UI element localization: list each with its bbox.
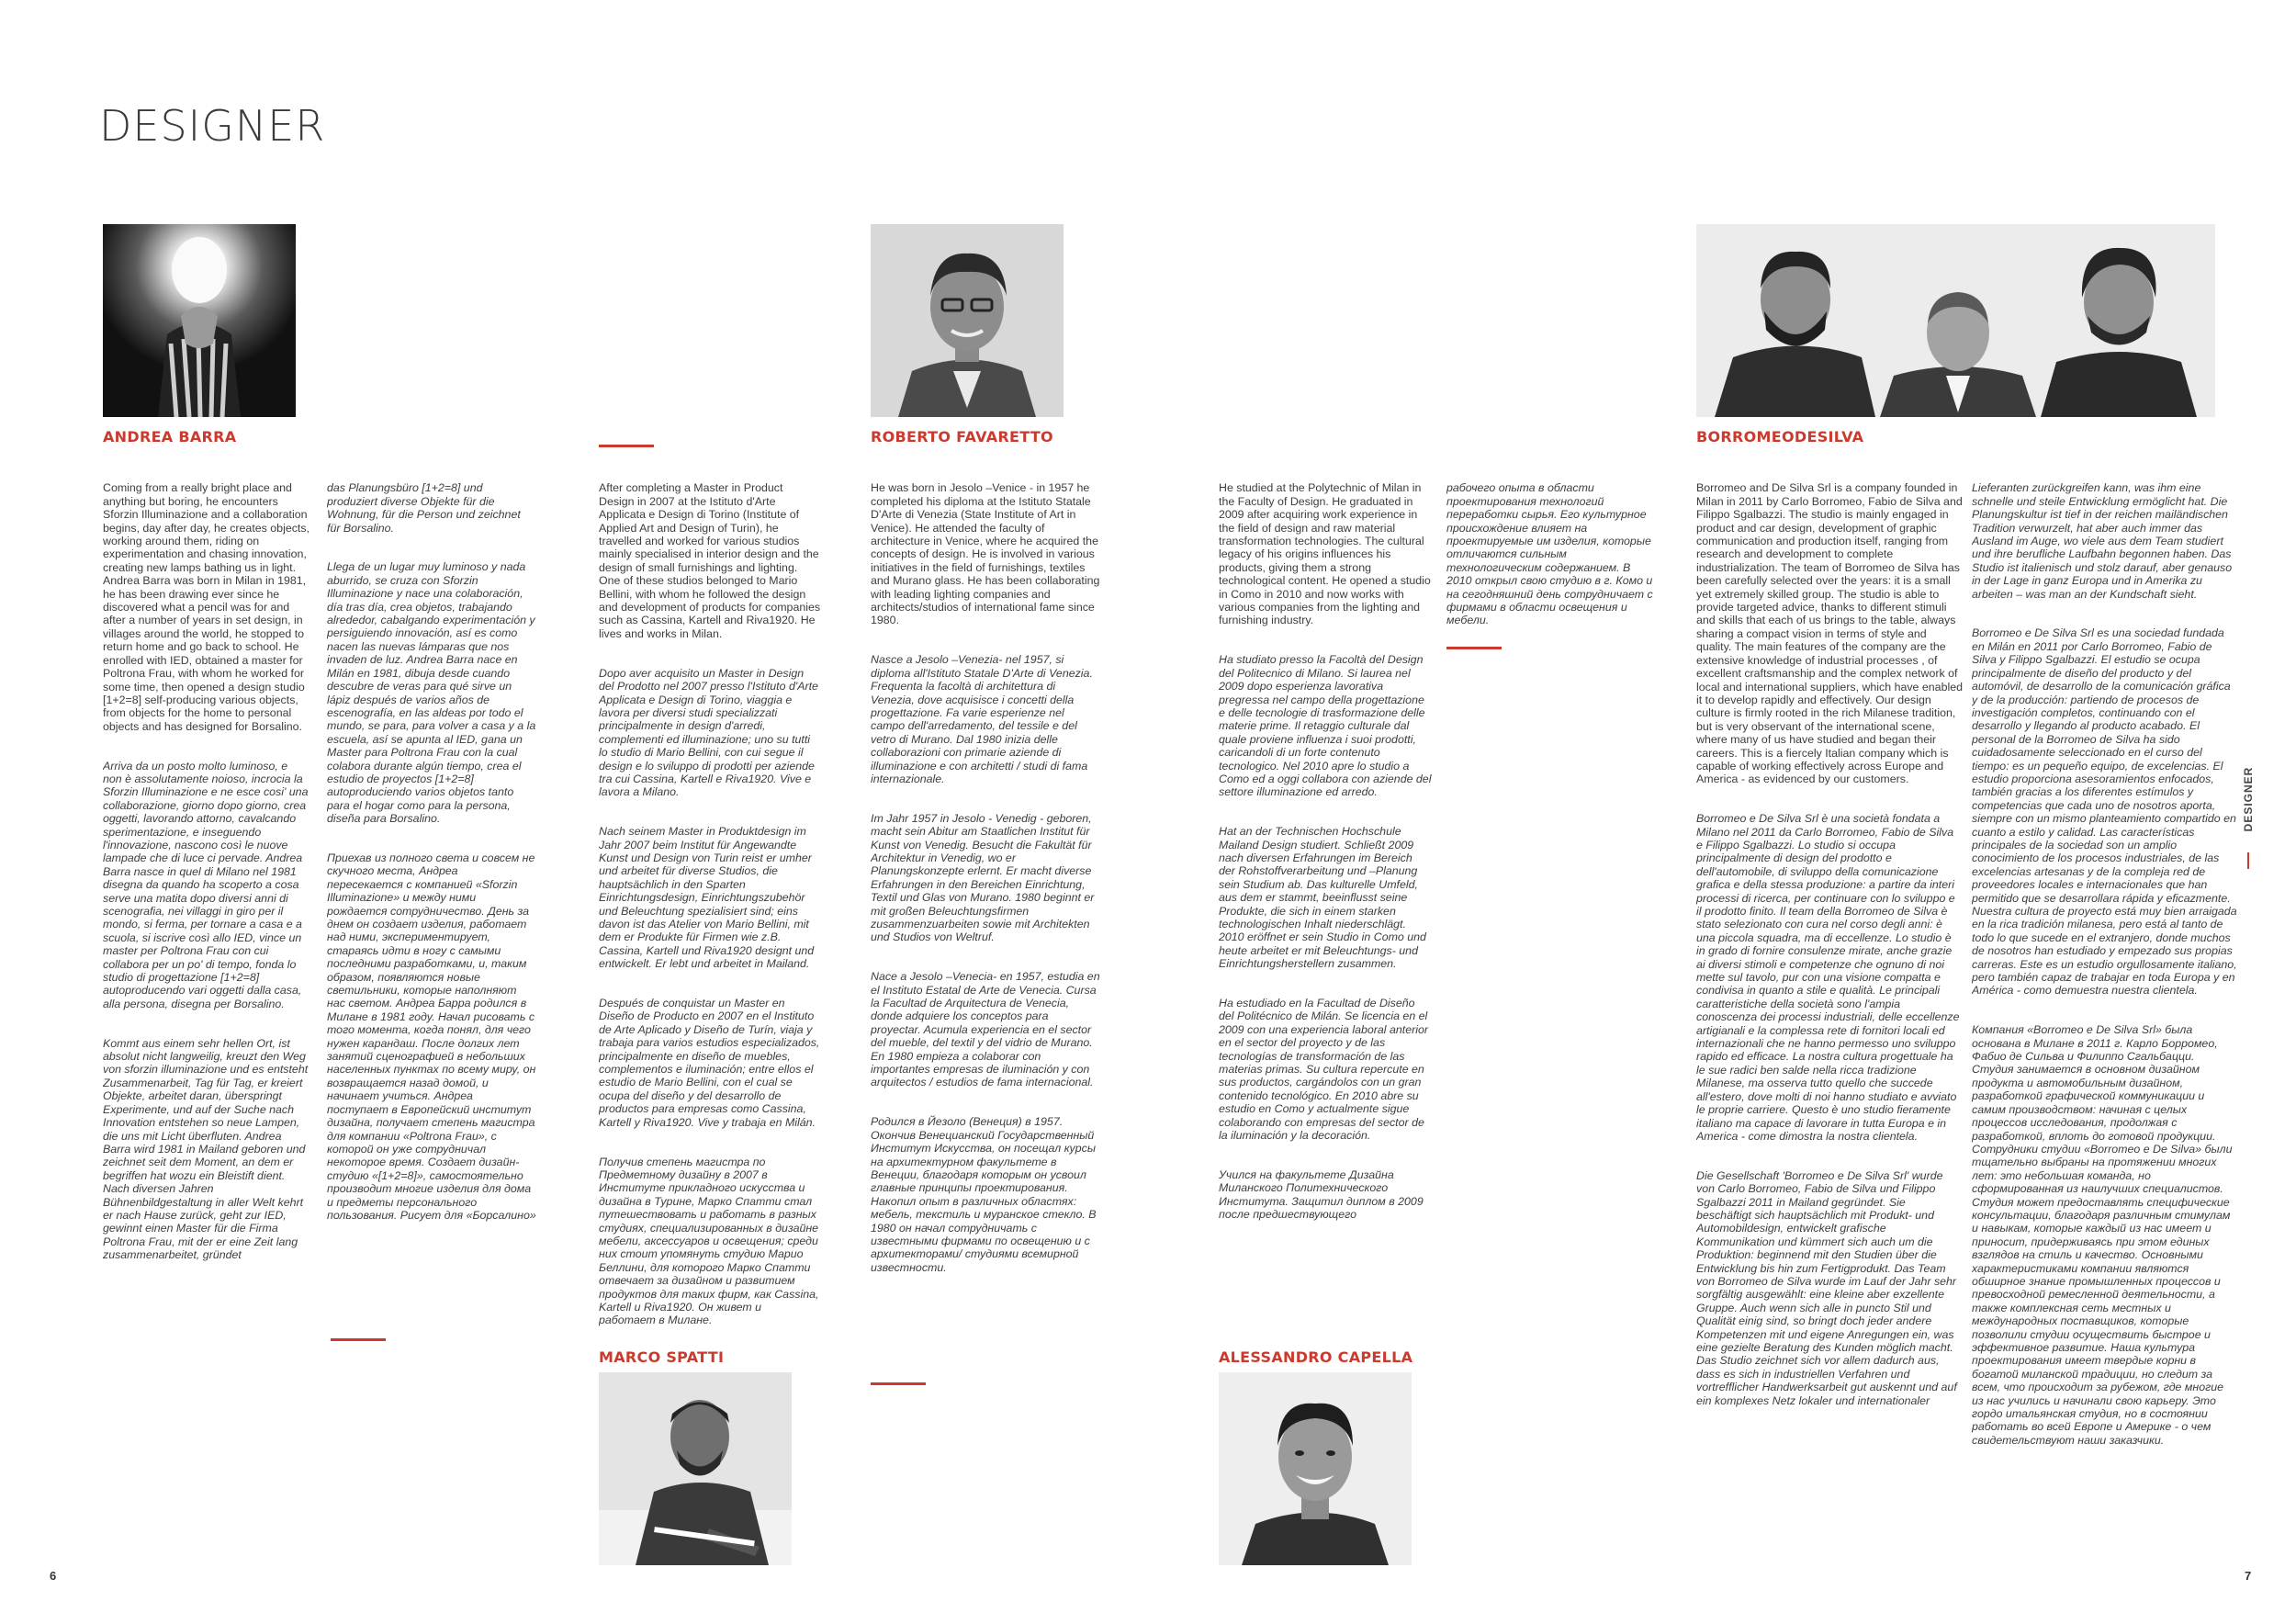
andrea-barra-col-2: [327, 468, 536, 1341]
page-number-left: 6: [50, 1569, 57, 1583]
borromeodesilva-col-2: [1972, 468, 2238, 1552]
alessandro-capella-name: ALESSANDRO CAPELLA: [1219, 1348, 1413, 1366]
roberto-favaretto-ru: Родился в Йезоло (Венеция) в 1957. Окончив Венецианский Государственный Институт Искусства, он посещал курсы на архитектурном факультете в Венеции, благодаря которым он усвоил главные принципы проектирования. Накопил опыт в различных областях: мебель, текстиль и муранское стекло. В 1980 он начал сотрудничать с известными фирмами по освещению и с архитекторами/ студиями всемирной известности.: [871, 1115, 1097, 1274]
alessandro-capella-es: Ha estudiado en la Facultad de Diseño del Politécnico de Milán. Se licencia en el 2009 con una experiencia laboral anterior en el sector del proyecto y de las tecnologías de transformación de las materias primas. Su cultura repercute en sus productos, cargándolos con un gran contenido tecnológico. En 2010 abre su estudio en Como y actualmente sigue colaborando con empresas del sector de la iluminación y la decoración.: [1219, 997, 1429, 1143]
marco-spatti-name: MARCO SPATTI: [599, 1348, 725, 1366]
alessandro-capella-col-1: [1219, 468, 1432, 1350]
andrea-barra-name: ANDREA BARRA: [103, 428, 237, 445]
borromeodesilva-col-1: [1696, 468, 1963, 1552]
andrea-barra-de: Kommt aus einem sehr hellen Ort, ist absolut nicht langweilig, kreuzt den Weg von sforzin illuminazione und es entsteht Zusammenarbeit, Tag für Tag, er kreiert Objekte, arbeitet daran, überspringt Experimente, und auf der Suche nach Innovation entstehen so neue Lampen, die uns mit Licht überfluten. Andrea Barra wird 1981 in Mailand geboren und zeichnet seit dem Moment, an dem er begriffen hat wozu ein Bleistift dient. Nach diversen Jahren Bühnenbildgestaltung in aller Welt kehrt er nach Hause zurück, geht zur IED, gewinnt einen Master für die Firma Poltrona Frau, mit der er eine Zeit lang zusammenarbeitet, gründet: [103, 1036, 309, 1262]
roberto-favaretto-es: Nace a Jesolo –Venecia- en 1957, estudia en el Instituto Estatal de Arte de Venecia. Cursa la Facultad de Arquitectura de Venecia, donde adquiere los conceptos para proyectar. Acumula experiencia en el sector del mueble, del textil y del vidrio de Murano. En 1980 empieza a colaborar con importantes empresas de iluminación y con arquitectos / estudios de fama internacional.: [871, 970, 1100, 1089]
andrea-barra-en: Coming from a really bright place and anything but boring, he encounters Sforzin Illuminazione and a collaboration begins, day after day, he creates objects, working around them, riding on experimentation and chasing innovation, creating new lamps bathing us in light. Andrea Barra was born in Milan in 1981, he has been drawing ever since he discovered what a pencil was for and after a number of years in set design, in villages around the world, he stopped to return home and go back to school. He enrolled with IED, obtained a master for Poltrona Frau, with whom he worked for some time, then opened a design studio [1+2=8] self-producing various objects, from objects for the home to personal objects and has designed for Borsalino.: [103, 481, 310, 733]
borromeodesilva-ru: Компания «Borromeo e De Silva Srl» была основана в Милане в 2011 г. Карло Борромео, Фабио де Сильва и Филиппо Сгальбацци. Студия занимается в основном дизайном продукта и автомобильным дизайном, разработкой графической коммуникации и самим производством: начиная с целых процессов исследования, продолжая с разработкой, вплоть до готовой продукции. Сотрудники студии «Borromeo e De Silva» были тщательно выбраны на протяжении многих лет: это небольшая команда, но сформированная из наилучших специалистов. Студия может предоставлять специфические консультации, благодаря различным стимулам и навыкам, которые каждый из нас имеет и приносит, придерживаясь при этом единых взглядов на стиль и качество. Основными характеристиками компании являются обширное знание промышленных процессов и превосходной ремесленной деятельности, а также комплексная сеть местных и международных поставщиков, которые позволили студии осуществить быстрое и эффективное развитие. Наша культура проектирования имеет твердые корни в богатой миланской традиции, но следит за всем, что происходит за рубежом, где многие из нас учились и начинали свою карьеру. Это гордо итальянская студия, но в состоянии работать во всей Европе и Америке - о чем свидетельствуют наши заказчики.: [1972, 1023, 2233, 1447]
borromeodesilva-es: Borromeo e De Silva Srl es una sociedad fundada en Milán en 2011 por Carlo Borromeo, Fabio de Silva y Filippo Sgalbazzi. El estudio se ocupa principalmente de diseño del producto y del automóvil, de desarrollo de la comunicación gráfica y de la producción: partiendo de procesos de investigación completos, continuando con el desarrollo y llegando al producto acabado. El personal de la Borromeo de Silva ha sido cuidadosamente seleccionado en el curso del tiempo: es un pequeño equipo, de excelencias. El estudio proporciona asesoramientos enfocados, también gracias a los diferentes estímulos y competencias que cada uno de nosotros aporta, siempre con un mismo planteamiento compartido en cuanto a estilo y calidad. Las características principales de la sociedad son un amplio conocimiento de los procesos industriales, de las excelencias artesanas y de la compleja red de proveedores locales e internacionales que han permitido que se desarrollara rápida y eficazmente. Nuestra cultura de proyecto está muy bien arraigada en la rica tradición milanesa, pero está al tanto de todo lo que sucede en el extranjero, donde muchos de nosotros han estudiado y empezado sus propias carreras. Este es un estudio orgullosamente italiano, pero también capaz de trabajar en toda Europa y en América - como demuestra nuestra clientela.: [1972, 626, 2237, 998]
marco-spatti-photo: [599, 1372, 792, 1565]
section-side-label: [2239, 744, 2257, 854]
marco-spatti-col: [599, 468, 821, 1332]
marco-spatti-de: Nach seinem Master in Produktdesign im Jahr 2007 beim Institut für Angewandte Kunst und Design von Turin reist er umher und arbeitet für diverse Studios, die hauptsächlich in den Sparten Einrichtungsdesign, Einrichtungszubehör und Beleuchtung spezialisiert sind; eins davon ist das Atelier von Mario Bellini, mit dem er Produkte für Firmen wie z.B. Cassina, Kartell und Riva1920 designt und entwickelt. Er lebt und arbeitet in Mailand.: [599, 825, 815, 971]
alessandro-capella-ru: Учился на факультете Дизайна Миланского Политехнического Института. Защитил диплом в 2009 после предшествующего: [1219, 1167, 1424, 1222]
alessandro-capella-de: Hat an der Technischen Hochschule Mailand Design studiert. Schließt 2009 nach diversen Erfahrungen im Bereich der Rohstoffverarbeitung und –Planung sein Studium ab. Das kulturelle Umfeld, aus dem er stammt, beeinflusst seine Produkte, die sich in einem starken technologischen Inhalt niederschlägt. 2010 eröffnet er sein Studio in Como und heute arbeitet er mit Beleuchtungs- und Einrichtungsherstellern zusammen.: [1219, 825, 1426, 971]
borromeodesilva-it: Borromeo e De Silva Srl è una società fondata a Milano nel 2011 da Carlo Borromeo, Fabio de Silva e Filippo Sgalbazzi. Lo studio si occupa principalmente di design del prodotto e dell'automobile, di sviluppo della comunicazione grafica e della stessa produzione: a partire da interi processi di ricerca, per continuare con lo sviluppo e il prodotto finito. Il team della Borromeo de Silva è stato selezionato con cura nel corso degli anni: è una piccola squadra, ma di eccellenze. Lo studio è in grado di fornire consulenze mirate, anche grazie ai diversi stimoli e competenze che ognuno di noi mette sul tavolo, pur con una visione compatta e condivisa in quanto a stile e qualità. Le principali caratteristiche della società sono l'ampia conoscenza dei processi industriali, delle eccellenze artigianali e la complessa rete di fornitori locali ed internazionali che ne hanno permesso uno sviluppo rapido ed efficace. La nostra cultura progettuale ha le sue radici ben salde nella ricca tradizione Milanese, ma osserva tutto quello che succede all'estero, dove molti di noi hanno studiato e avviato le proprie carriere. Questo è uno studio fieramente italiano ma capace di lavorare in tutta Europa e in America - come dimostra la nostra clientela.: [1696, 812, 1960, 1143]
alessandro-capella-en: He studied at the Polytechnic of Milan in the Faculty of Design. He graduated in 2009 after acquiring work experience in the field of design and raw material transformation technologies. The cultural legacy of his origins influences his products, giving them a strong technological content. He opened a studio in Como in 2010 and now works with various companies from the lighting and furnishing industry.: [1219, 481, 1431, 627]
marco-spatti-es: Después de conquistar un Master en Diseño de Producto en 2007 en el Instituto de Arte Aplicado y Diseño de Turín, viaja y trabaja para varios estudios especializados, principalmente en diseño de muebles, complementos e iluminación; entre ellos el estudio de Mario Bellini, con el cual se ocupa del diseño y del desarrollo de productos para empresas como Cassina, Kartell y Riva1920. Vive y trabaja en Milán.: [599, 997, 820, 1129]
andrea-barra-ru: Приехав из полного света и совсем не скучного места, Андреа пересекается с компанией «Sforzin Illuminazione» и между ними рождается сотрудничество. День за днем он создает изделия, работает над ними, экспериментирует, стараясь идти в ногу с самыми последними разработками, и, таким образом, появляются новые светильники, которые наполняют нас светом. Андреа Барра родился в Милане в 1981 году. Начал рисовать с того момента, когда понял, для чего нужен карандаш. После долгих лет занятий сценографией в небольших населенных пунктах по всему миру, он возвращается назад домой, и начинает учиться. Андреа поступает в Европейский институт дизайна, получает степень магистра для компании «Poltrona Frau», с которой он уже сотрудничал некоторое время. Создает дизайн-студию «[1+2=8]», самостоятельно производит многие изделия для дома и предметы персонального пользования. Рисует для «Борсалино»: [327, 851, 536, 1222]
andrea-barra-col-1: [103, 468, 310, 1396]
borromeodesilva-photo: [1696, 224, 2215, 417]
alessandro-capella-end-rule: [1446, 647, 1502, 649]
andrea-barra-photo: [103, 224, 296, 417]
marco-spatti-it: Dopo aver acquisito un Master in Design del Prodotto nel 2007 presso l'Istituto d'Arte Applicata e Design di Torino, viaggia e lavora per diversi studi specializzati principalmente in design d'arredi, complementi ed illuminazione; uno su tutti lo studio di Mario Bellini, con cui segue il design e lo sviluppo di prodotti per aziende tra cui Cassina, Kartell e Riva1920. Vive e lavora a Milano.: [599, 666, 818, 799]
marco-spatti-ru: Получив степень магистра по Предметному дизайну в 2007 в Институте прикладного искусства и дизайна в Турине, Марко Спатти стал путешествовать и работать в разных студиях, специализированных в дизайне мебели, аксессуаров и освещения; среди них стоит упомянуть студию Марио Беллини, для которого Марко Спатти отвечает за дизайном и развитием продуктов для таких фирм, как Cassina, Kartell и Riva1920. Он живет и работает в Милане.: [599, 1155, 819, 1327]
marco-spatti-en: After completing a Master in Product Design in 2007 at the Istituto d'Arte Applicata e Design di Torino (Institute of Applied Art and Design of Turin), he travelled and worked for various studios mainly specialised in interior design and the design of small furnishings and lighting. One of these studios belonged to Mario Bellini, with whom he followed the design and development of products for companies such as Cassina, Kartell and Riva1920. He lives and works in Milan.: [599, 481, 821, 640]
page-number-right: 7: [2245, 1569, 2252, 1583]
andrea-barra-es: Llega de un lugar muy luminoso y nada aburrido, se cruza con Sforzin Illuminazione y nace una colaboración, día tras día, crea objetos, trabajando alrededor, cabalgando experimentación y persiguiendo innovación, así es como nacen las nuevas lámparas que nos invaden de luz. Andrea Barra nace en Milán en 1981, dibuja desde cuando descubre de veras para qué sirve un lápiz después de varios años de escenografía, en las aldeas por todo el mundo, se para, para volver a casa y a la escuela, así se apunta al IED, gana un Master para Poltrona Frau con la cual colabora durante algún tiempo, crea el estudio de proyectos [1+2=8] autoproduciendo varios objetos tanto para el hogar como para la persona, diseña para Borsalino.: [327, 560, 536, 826]
alessandro-capella-ru-cont: рабочего опыта в области проектирования технологий переработки сырья. Его культурное происхождение влияет на проектируемые им изделия, которые отличаются сильным технологическим содержанием. В 2010 открыл свою студию в г. Комо и на сегодняшний день сотрудничает с фирмами в области освещения и мебели.: [1446, 481, 1653, 627]
roberto-favaretto-it: Nasce a Jesolo –Venezia- nel 1957, si diploma all'Istituto Statale D'Arte di Venezia. Frequenta la facoltà di architettura di Venezia, dove acquisisce i concetti della progettazione. Fa varie esperienze nel campo dell'arredamento, del tessile e del vetro di Murano. Dal 1980 inizia delle collaborazioni con primarie aziende di illuminazione e con architetti / studi di fama internazionale.: [871, 653, 1093, 785]
andrea-barra-it: Arriva da un posto molto luminoso, e non è assolutamente noioso, incrocia la Sforzin Illuminazione e ne esce cosi' una collaborazione, giorno dopo giorno, crea oggetti, lavorando attorno, cavalcando sperimentazione, e inseguendo l'innovazione, nascono così le nuove lampade che di luce ci pervade. Andrea Barra nasce in quel di Milano nel 1981 disegna da quando ha scoperto a cosa serve una matita dopo diversi anni di scenografia, nei villaggi in giro per il mondo, si ferma, per tornare a casa e a scuola, si iscrive così allo IED, vince un master per Poltrona Frau con cui collabora per un po' di tempo, fonda lo studio di progettazione [1+2=8] autoproducendo vari oggetti dalla casa, alla persona, disegna per Borsalino.: [103, 759, 309, 1010]
borromeodesilva-de-cont: Lieferanten zurückgreifen kann, was ihm eine schnelle und steile Entwicklung ermöglicht hat. Die Planungskultur ist tief in der reichen mailändischen Tradition verwurzelt, hat aber auch immer das Ausland im Auge, wo viele aus dem Team studiert und ihre berufliche Laufbahn begonnen haben. Das Studio ist italienisch und stolz darauf, aber genauso in der Lage in ganz Europa und in Amerika zu arbeiten – was man an der Kundschaft sieht.: [1972, 481, 2233, 601]
roberto-favaretto-end-rule: [871, 1382, 926, 1385]
section-side-label-text: DESIGNER: [2242, 766, 2255, 832]
section-side-label-mark: [2247, 852, 2249, 869]
borromeodesilva-de: Die Gesellschaft 'Borromeo e De Silva Srl' wurde von Carlo Borromeo, Fabio de Silva und Filippo Sgalbazzi 2011 in Mailand gegründet. Sie beschäftigt sich hauptsächlich mit Produkt- und Automobildesign, entwickelt grafische Kommunikation und kümmert sich auch um die Produktion: beginnend mit den Studien über die Entwicklung bis hin zum Fertigprodukt. Das Team von Borromeo de Silva wurde im Lauf der Jahr sehr sorgfältig ausgewählt: eine kleine aber exzellente Gruppe. Auch wenn sich alle in puncto Stil und Qualität einig sind, so bringt doch jeder andere Kompetenzen mit und eigene Anregungen ein, was eine gezielte Beratung des Kunden möglich macht. Das Studio zeichnet sich vor allem dadurch aus, dass es sich in industriellen Verfahren und vortrefflicher Handwerksarbeit gut auskennt und auf ein komplexes Netz lokaler und internationaler: [1696, 1168, 1957, 1407]
roberto-favaretto-name: ROBERTO FAVARETTO: [871, 428, 1053, 445]
borromeodesilva-name: BORROMEODESILVA: [1696, 428, 1864, 445]
roberto-favaretto-de: Im Jahr 1957 in Jesolo - Venedig - geboren, macht sein Abitur am Staatlichen Institut für Kunst von Venedig. Besucht die Fakultät für Architektur in Venedig, wo er Planungskonzepte erlernt. Er macht diverse Erfahrungen in den Bereichen Einrichtung, Textil und Glas von Murano. 1980 beginnt er mit großen Beleuchtungsfirmen zusammenzuarbeiten sowie mit Architekten und Studios von Weltruf.: [871, 811, 1095, 944]
alessandro-capella-photo: [1219, 1372, 1412, 1565]
andrea-barra-end-rule: [331, 1338, 386, 1341]
alessandro-capella-it: Ha studiato presso la Facoltà del Design del Politecnico di Milano. Si laurea nel 2009 dopo esperienza lavorativa pregressa nel campo della progettazione e delle tecnologie di trasformazione delle materie prime. Il retaggio culturale dal quale proviene influenza i suoi prodotti, caricandoli di un forte contenuto tecnologico. Nel 2010 apre lo studio a Como ed a oggi collabora con aziende del settore illuminazione ed arredo.: [1219, 653, 1432, 799]
borromeodesilva-en: Borromeo and De Silva Srl is a company founded in Milan in 2011 by Carlo Borromeo, Fabio de Silva and Filippo Sgalbazzi. The studio is mainly engaged in product and car design, development of graphic communication and production itself, ranging from research and development to complete industrialization. The team of Borromeo de Silva has been carefully selected over the years: it is a small yet extremely skilled group. The studio is able to provide targeted advice, thanks to different stimuli and skills that each of us brings to the table, always sharing a compact vision in terms of style and quality. The main features of the company are the extensive knowledge of industrial processes , of excellent craftsmanship and the complex network of local and international suppliers, which have enabled it to develop rapidly and effectively. Our design culture is firmly rooted in the rich Milanese tradition, but is very observant of the international scene, where many of us have studied and began their careers. This is a fiercely Italian company which is capable of working effectively across Europe and America - as evidenced by our customers.: [1696, 481, 1963, 786]
marco-spatti-top-rule: [599, 445, 654, 447]
roberto-favaretto-col: [871, 468, 1100, 1387]
roberto-favaretto-photo: [871, 224, 1064, 417]
page-title: DESIGNER: [99, 101, 326, 151]
roberto-favaretto-en: He was born in Jesolo –Venice - in 1957 he completed his diploma at the Istituto Statale D'Arte di Venezia (State Institute of Art in Venice). He attended the faculty of architecture in Venice, where he acquired the concepts of design. He is involved in various initiatives in the field of furnishings, textiles and Murano glass. He has been collaborating with leading lighting companies and architects/studios of international fame since 1980.: [871, 481, 1100, 627]
alessandro-capella-col-2: [1446, 468, 1653, 652]
andrea-barra-de-cont: das Planungsbüro [1+2=8] und produziert diverse Objekte für die Wohnung, für die Person und zeichnet für Borsalino.: [327, 481, 521, 535]
